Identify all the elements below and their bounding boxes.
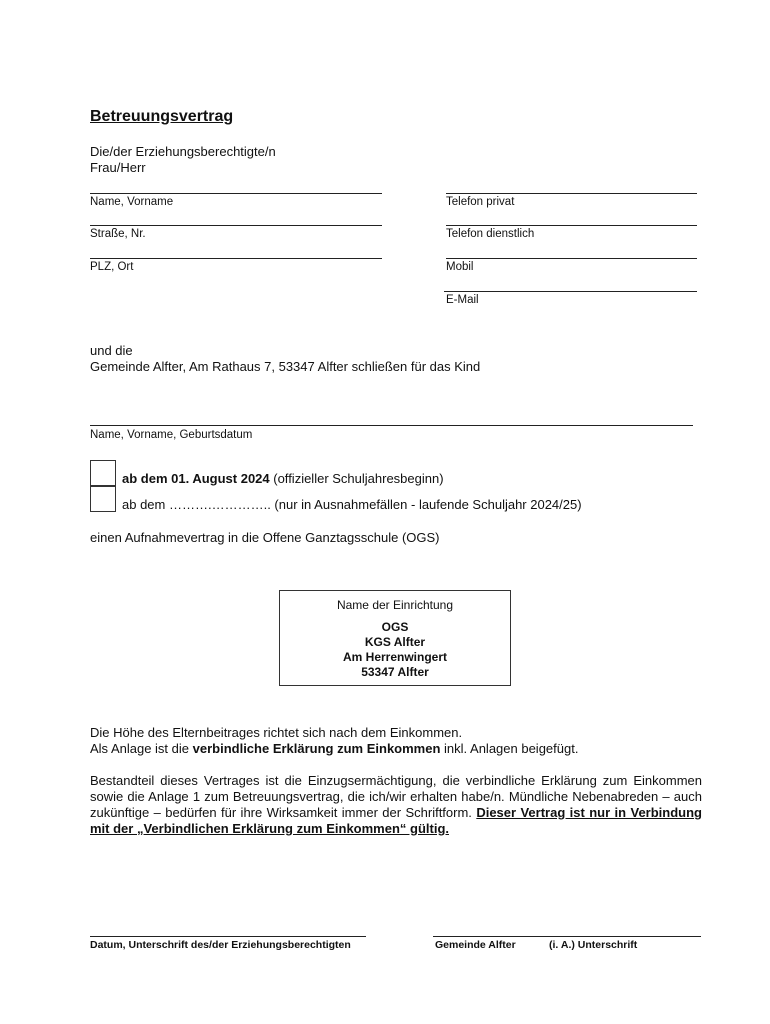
institution-line-3: Am Herrenwingert: [342, 650, 448, 664]
institution-box: [279, 590, 511, 686]
email-field-label: E-Mail: [446, 294, 479, 306]
email-field-line[interactable]: [444, 291, 697, 292]
institution-line-2: KGS Alfter: [364, 635, 426, 649]
child-field-line[interactable]: [90, 425, 693, 426]
guardian-signature-label: Datum, Unterschrift des/der Erziehungsberechtigten: [90, 939, 351, 951]
terms-paragraph: [90, 773, 702, 837]
name-field-label: Name, Vorname: [90, 196, 174, 208]
municipality-signature-line[interactable]: [433, 936, 701, 937]
option-august-date: ab dem 01. August 2024: [122, 471, 270, 486]
institution-line-1: OGS: [381, 620, 409, 634]
party-text: [90, 343, 480, 375]
option-august-label: [122, 471, 444, 487]
fee-text: [90, 725, 578, 757]
fee-line-2-bold: verbindliche Erklärung zum Einkommen: [192, 741, 441, 756]
fee-line-1: Die Höhe des Elternbeitrages richtet sich nach dem Einkommen.: [90, 725, 463, 740]
mobile-field-label: Mobil: [446, 261, 474, 273]
fee-line-2-start: Als Anlage ist die: [90, 741, 193, 756]
phone-work-field-label: Telefon dienstlich: [446, 228, 535, 240]
street-field-label: Straße, Nr.: [90, 228, 146, 240]
institution-line-4: 53347 Alfter: [361, 665, 429, 679]
municipality-signature-label: Gemeinde Alfter: [435, 939, 516, 951]
guardian-heading: [90, 144, 276, 176]
guardian-line-1: Die/der Erziehungsberechtigte/n: [90, 144, 276, 159]
document-title: Betreuungsvertrag: [90, 108, 234, 125]
option-later-checkbox[interactable]: [90, 486, 116, 512]
guardian-signature-line[interactable]: [90, 936, 366, 937]
terms-text: Bestandteil dieses Vertrages ist die Einzugsermächtigung, die verbindliche Erklärung zum Einkommen sowie die Anlage 1 zum Betreuungsvertrag, die ich/wir erhalten habe/n. Mündliche Nebenabreden – auch zukünftige – bedürfen für ihre Wirksamkeit immer der Schriftform.: [90, 773, 702, 820]
party-line-1: und die: [90, 343, 133, 358]
mobile-field-line[interactable]: [446, 258, 697, 259]
terms-bold-note: Dieser Vertrag ist nur in Verbindung mit der „Verbindlichen Erklärung zum Einkommen“ gültig.: [90, 805, 703, 836]
guardian-line-2: Frau/Herr: [90, 160, 146, 175]
phone-private-field-label: Telefon privat: [446, 196, 515, 208]
party-line-2: Gemeinde Alfter, Am Rathaus 7, 53347 Alfter schließen für das Kind: [90, 359, 481, 374]
city-field-line[interactable]: [90, 258, 382, 259]
name-field-line[interactable]: [90, 193, 382, 194]
institution-label: Name der Einrichtung: [336, 598, 454, 612]
institution-address: [280, 620, 510, 680]
phone-private-field-line[interactable]: [446, 193, 697, 194]
child-field-label: Name, Vorname, Geburtsdatum: [90, 429, 253, 441]
street-field-line[interactable]: [90, 225, 382, 226]
option-august-note: (offizieller Schuljahresbeginn): [269, 471, 444, 486]
option-august-checkbox[interactable]: [90, 460, 116, 486]
contract-line: einen Aufnahmevertrag in die Offene Ganztagsschule (OGS): [90, 530, 440, 545]
phone-work-field-line[interactable]: [446, 225, 697, 226]
option-later-label: ab dem ……….………….. (nur in Ausnahmefällen - laufende Schuljahr 2024/25): [122, 497, 582, 512]
fee-line-2-end: inkl. Anlagen beigefügt.: [440, 741, 579, 756]
city-field-label: PLZ, Ort: [90, 261, 134, 273]
fee-line-2: [90, 741, 578, 757]
municipality-signature-role: (i. A.) Unterschrift: [549, 939, 638, 951]
